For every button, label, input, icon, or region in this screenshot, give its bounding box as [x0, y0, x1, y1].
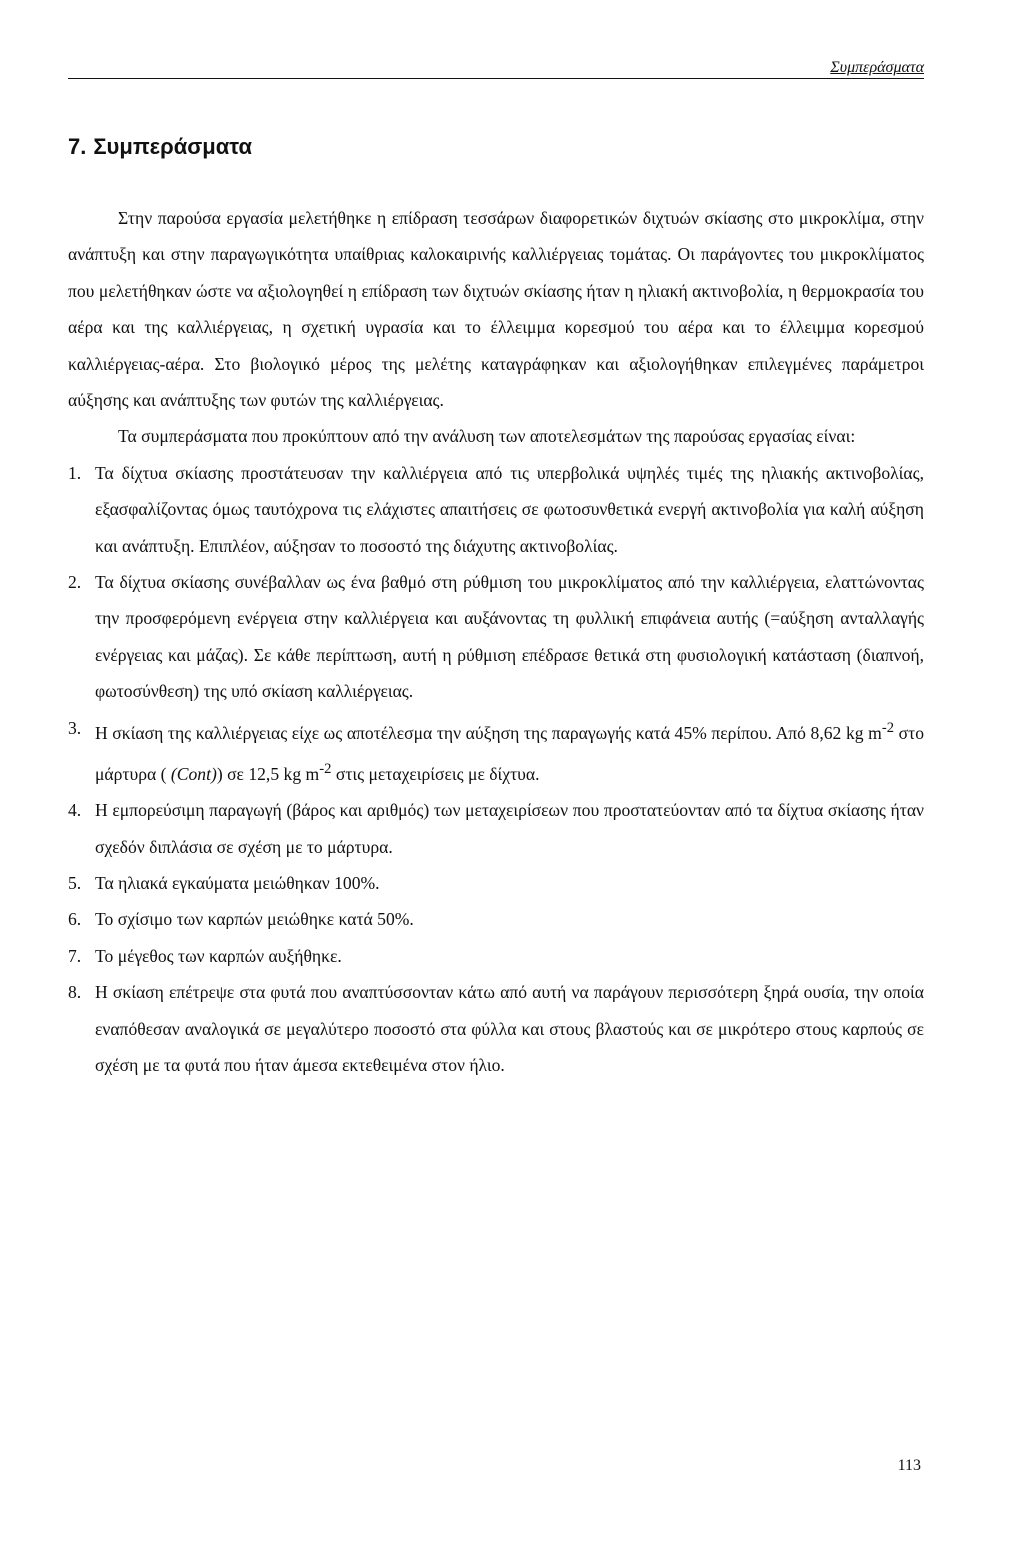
list-item: [68, 901, 924, 937]
list-item-number: 4.: [68, 800, 82, 821]
control-label: (Cont): [170, 763, 217, 784]
list-item: [68, 710, 924, 793]
list-item-text-part: ) σε 12,5 kg m: [216, 763, 320, 784]
list-item: [68, 792, 924, 865]
unit-exponent: -2: [319, 760, 332, 777]
running-header-title: Συμπεράσματα: [830, 59, 924, 76]
running-header: [68, 58, 924, 79]
list-item-text-part: στις μεταχειρίσεις με δίχτυα.: [331, 763, 540, 784]
list-item-text: Η σκίαση επέτρεψε στα φυτά που αναπτύσσονταν κάτω από αυτή να παράγουν περισσότερη ξηρά ουσία, την οποία εναπόθεσαν αναλογικά σε μεγαλύτερο ποσοστό στα φύλλα και στους βλαστούς και σε μικρότερο στους καρπούς σε σχέση με τα φυτά που ήταν άμεσα εκτεθειμένα στον ήλιο.: [95, 982, 924, 1076]
list-item: [68, 455, 924, 564]
body-text: [68, 200, 924, 1083]
page-number: 113: [897, 1457, 921, 1474]
list-item-number: 5.: [68, 873, 82, 894]
list-item-text-part: στο μάρτυρα (: [95, 722, 924, 784]
intro-paragraph: Στην παρούσα εργασία μελετήθηκε η επίδραση τεσσάρων διαφορετικών διχτυών σκίασης στο μικροκλίμα, στην ανάπτυξη και στην παραγωγικότητα υπαίθριας καλοκαιρινής καλλιέργειας τομάτας. Οι παράγοντες του μικροκλίματος που μελετήθηκαν ώστε να αξιολογηθεί η επίδραση των διχτυών σκίασης ήταν η ηλιακή ακτινοβολία, η θερμοκρασία του αέρα και της καλλιέργειας, η σχετική υγρασία και το έλλειμμα κορεσμού του αέρα και το έλλειμμα κορεσμού καλλιέργειας-αέρα. Στο βιολογικό μέρος της μελέτης καταγράφηκαν και αξιολογήθηκαν επιλεγμένες παράμετροι αύξησης και ανάπτυξης των φυτών της καλλιέργειας.: [68, 208, 924, 411]
list-item: [68, 974, 924, 1083]
list-item: [68, 564, 924, 710]
list-item-text: Τα δίχτυα σκίασης προστάτευσαν την καλλιέργεια από τις υπερβολικά υψηλές τιμές της ηλιακής ακτινοβολίας, εξασφαλίζοντας όμως ταυτόχρονα τις ελάχιστες απαιτήσεις σε φωτοσυνθετικά ενεργή ακτινοβολία για καλή αύξηση και ανάπτυξη. Επιπλέον, αύξησαν το ποσοστό της διάχυτης ακτινοβολίας.: [95, 462, 924, 556]
list-item: [68, 865, 924, 901]
list-item: [68, 938, 924, 974]
list-item-number: 6.: [68, 909, 82, 930]
list-item-text: Τα ηλιακά εγκαύματα μειώθηκαν 100%.: [95, 873, 380, 894]
list-item-text-part: Η σκίαση της καλλιέργειας είχε ως αποτέλεσμα την αύξηση της παραγωγής κατά 45% περίπου. Από 8,62 kg m: [95, 722, 882, 743]
list-item-text: [95, 719, 924, 784]
conclusions-list: [68, 455, 924, 1084]
section-heading: [68, 133, 252, 161]
section-title: Συμπεράσματα: [93, 134, 253, 159]
list-item-number: 7.: [68, 945, 82, 966]
list-item-text: Η εμπορεύσιμη παραγωγή (βάρος και αριθμός) των μεταχειρίσεων που προστατεύονταν από τα δίχτυα σκίασης ήταν σχεδόν διπλάσια σε σχέση με το μάρτυρα.: [95, 800, 924, 857]
list-item-number: 2.: [68, 572, 82, 593]
section-number: 7.: [68, 134, 87, 159]
list-item-number: 3.: [68, 717, 82, 738]
list-item-number: 1.: [68, 462, 82, 483]
list-item-number: 8.: [68, 982, 82, 1003]
lead-in-paragraph: Τα συμπεράσματα που προκύπτουν από την ανάλυση των αποτελεσμάτων της παρούσας εργασίας είναι:: [118, 426, 856, 447]
list-item-text: Τα δίχτυα σκίασης συνέβαλλαν ως ένα βαθμό στη ρύθμιση του μικροκλίματος από την καλλιέργεια, ελαττώνοντας την προσφερόμενη ενέργεια στην καλλιέργεια και αυξάνοντας τη φυλλική επιφάνεια αυτής (=αύξηση ανταλλαγής ενέργειας και μάζας). Σε κάθε περίπτωση, αυτή η ρύθμιση επέδρασε θετικά στη φυσιολογική κατάσταση (διαπνοή, φωτοσύνθεση) της υπό σκίαση καλλιέργειας.: [95, 572, 924, 702]
unit-exponent: -2: [881, 719, 895, 736]
list-item-text: Το σχίσιμο των καρπών μειώθηκε κατά 50%.: [95, 909, 414, 930]
list-item-text: Το μέγεθος των καρπών αυξήθηκε.: [95, 945, 342, 966]
